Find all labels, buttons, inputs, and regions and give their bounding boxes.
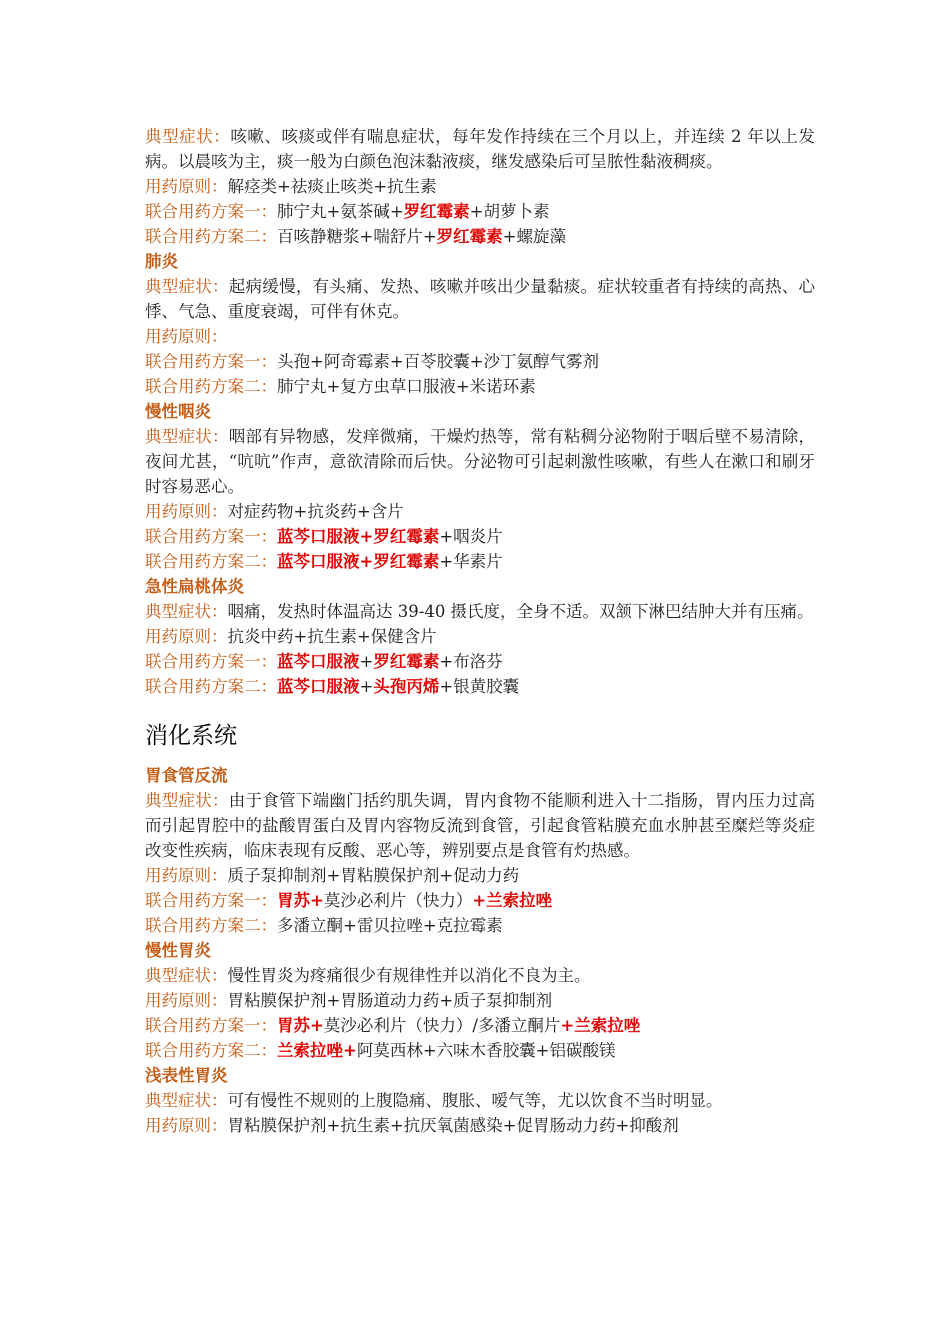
document-body — [145, 124, 815, 1138]
field-label: 典型症状： — [145, 602, 228, 621]
highlighted-drug: 蓝芩口服液+罗红霉素 — [277, 527, 440, 546]
content-line — [145, 674, 815, 699]
highlighted-drug: 头孢丙烯 — [373, 677, 440, 696]
field-label: 联合用药方案二： — [145, 677, 277, 696]
field-label: 用药原则： — [145, 991, 228, 1010]
field-text: 咳嗽、咳痰或伴有喘息症状，每年发作持续在三个月以上，并连续 2 年以上发病。以晨咳为主，痰一般为白颜色泡沫黏液痰，继发感染后可呈脓性黏液稠痰。 — [145, 127, 815, 171]
highlighted-drug: 蓝芩口服液+罗红霉素 — [277, 552, 440, 571]
content-line — [145, 224, 815, 249]
highlighted-drug: 胃苏+ — [277, 891, 324, 910]
highlighted-drug: +兰索拉唑 — [472, 891, 553, 910]
field-text: 莫沙必利片（快力） — [323, 891, 473, 910]
content-line — [145, 124, 815, 174]
content-line — [145, 788, 815, 863]
field-text: 多潘立酮+雷贝拉唑+克拉霉素 — [277, 916, 503, 935]
field-text: 阿莫西林+六味木香胶囊+铝碳酸镁 — [356, 1041, 616, 1060]
field-label: 联合用药方案二： — [145, 1041, 277, 1060]
field-text: 百咳静糖浆+喘舒片+ — [277, 227, 437, 246]
field-text: 质子泵抑制剂+胃粘膜保护剂+促动力药 — [227, 866, 520, 885]
section-title: 消化系统 — [145, 723, 237, 749]
highlighted-drug: 罗红霉素 — [403, 202, 470, 221]
field-text: 由于食管下端幽门括约肌失调，胃内食物不能顺利进入十二指肠，胃内压力过高而引起胃腔中的盐酸胃蛋白及胃内容物反流到食管，引起食管粘膜充血水肿甚至糜烂等炎症改变性疾病，临床表现有反酸、恶心等，辨别要点是食管有灼热感。 — [145, 791, 816, 860]
highlighted-drug: 胃苏+ — [277, 1016, 324, 1035]
field-text: 莫沙必利片（快力）/多潘立酮片 — [323, 1016, 561, 1035]
content-line — [145, 888, 815, 913]
field-text: +咽炎片 — [439, 527, 503, 546]
field-label: 用药原则： — [145, 177, 228, 196]
field-label: 典型症状： — [145, 277, 229, 296]
field-text: +银黄胶囊 — [439, 677, 520, 696]
disease-heading: 慢性胃炎 — [145, 941, 211, 960]
content-line — [145, 424, 815, 499]
field-text: + — [359, 677, 374, 696]
field-label: 典型症状： — [145, 127, 231, 146]
highlighted-drug: 蓝芩口服液 — [277, 652, 360, 671]
content-line — [145, 1113, 815, 1138]
field-label: 联合用药方案一： — [145, 202, 277, 221]
content-line — [145, 549, 815, 574]
field-label: 典型症状： — [145, 966, 228, 985]
field-label: 用药原则： — [145, 866, 228, 885]
field-text: 抗炎中药+抗生素+保健含片 — [227, 627, 437, 646]
content-line — [145, 374, 815, 399]
content-line — [145, 1088, 815, 1113]
field-text: +华素片 — [439, 552, 503, 571]
field-label: 用药原则： — [145, 627, 228, 646]
field-label: 联合用药方案一： — [145, 652, 277, 671]
highlighted-drug: +兰索拉唑 — [560, 1016, 641, 1035]
field-label: 联合用药方案一： — [145, 891, 277, 910]
field-text: 起病缓慢，有头痛、发热、咳嗽并咳出少量黏痰。症状较重者有持续的高热、心悸、气急、重度衰竭，可伴有休克。 — [145, 277, 816, 321]
field-label: 联合用药方案一： — [145, 527, 277, 546]
field-label: 联合用药方案一： — [145, 352, 277, 371]
content-line — [145, 1013, 815, 1038]
highlighted-drug: 蓝芩口服液 — [277, 677, 360, 696]
content-line — [145, 863, 815, 888]
content-line — [145, 624, 815, 649]
highlighted-drug: 罗红霉素 — [373, 652, 440, 671]
field-text: + — [359, 652, 374, 671]
content-line — [145, 1038, 815, 1063]
content-line — [145, 349, 815, 374]
disease-heading: 慢性咽炎 — [145, 402, 211, 421]
content-line — [145, 499, 815, 524]
field-text: +螺旋藻 — [502, 227, 566, 246]
content-line — [145, 324, 815, 349]
content-line — [145, 599, 815, 624]
content-line — [145, 649, 815, 674]
disease-heading: 肺炎 — [145, 252, 178, 271]
field-label: 联合用药方案二： — [145, 377, 277, 396]
field-label: 联合用药方案二： — [145, 552, 277, 571]
highlighted-drug: 兰索拉唑+ — [277, 1041, 357, 1060]
field-text: 胃粘膜保护剂+抗生素+抗厌氧菌感染+促胃肠动力药+抑酸剂 — [227, 1116, 679, 1135]
field-label: 联合用药方案二： — [145, 227, 277, 246]
field-text: 头孢+阿奇霉素+百苓胶囊+沙丁氨醇气雾剂 — [277, 352, 599, 371]
content-line — [145, 524, 815, 549]
field-label: 典型症状： — [145, 791, 229, 810]
content-line — [145, 963, 815, 988]
field-text: 肺宁丸+氨茶碱+ — [277, 202, 404, 221]
field-label: 联合用药方案一： — [145, 1016, 277, 1035]
field-text: +布洛芬 — [439, 652, 503, 671]
field-text: 咽部有异物感，发痒微痛，干燥灼热等，常有粘稠分泌物附于咽后壁不易清除，夜间尤甚，“吭吭”作声，意欲清除而后快。分泌物可引起刺激性咳嗽，有些人在漱口和刷牙时容易恶心。 — [145, 427, 816, 496]
field-text: 胃粘膜保护剂+胃肠道动力药+质子泵抑制剂 — [227, 991, 553, 1010]
field-label: 典型症状： — [145, 427, 229, 446]
field-text: 肺宁丸+复方虫草口服液+米诺环素 — [277, 377, 536, 396]
content-line — [145, 913, 815, 938]
field-text: +胡萝卜素 — [469, 202, 550, 221]
field-label: 联合用药方案二： — [145, 916, 277, 935]
content-line — [145, 988, 815, 1013]
content-line — [145, 174, 815, 199]
field-text: 解痉类+祛痰止咳类+抗生素 — [227, 177, 437, 196]
field-text: 慢性胃炎为疼痛很少有规律性并以消化不良为主。 — [227, 966, 591, 985]
field-text: 可有慢性不规则的上腹隐痛、腹胀、嗳气等，尤以饮食不当时明显。 — [227, 1091, 723, 1110]
content-line — [145, 199, 815, 224]
field-text: 咽痛，发热时体温高达 39-40 摄氏度，全身不适。双颔下淋巴结肿大并有压痛。 — [227, 602, 814, 621]
field-label: 典型症状： — [145, 1091, 228, 1110]
field-label: 用药原则： — [145, 327, 228, 346]
disease-heading: 浅表性胃炎 — [145, 1066, 228, 1085]
field-text: 对症药物+抗炎药+含片 — [227, 502, 404, 521]
field-label: 用药原则： — [145, 502, 228, 521]
content-line — [145, 274, 815, 324]
highlighted-drug: 罗红霉素 — [436, 227, 503, 246]
field-label: 用药原则： — [145, 1116, 228, 1135]
disease-heading: 胃食管反流 — [145, 766, 228, 785]
disease-heading: 急性扁桃体炎 — [145, 577, 244, 596]
